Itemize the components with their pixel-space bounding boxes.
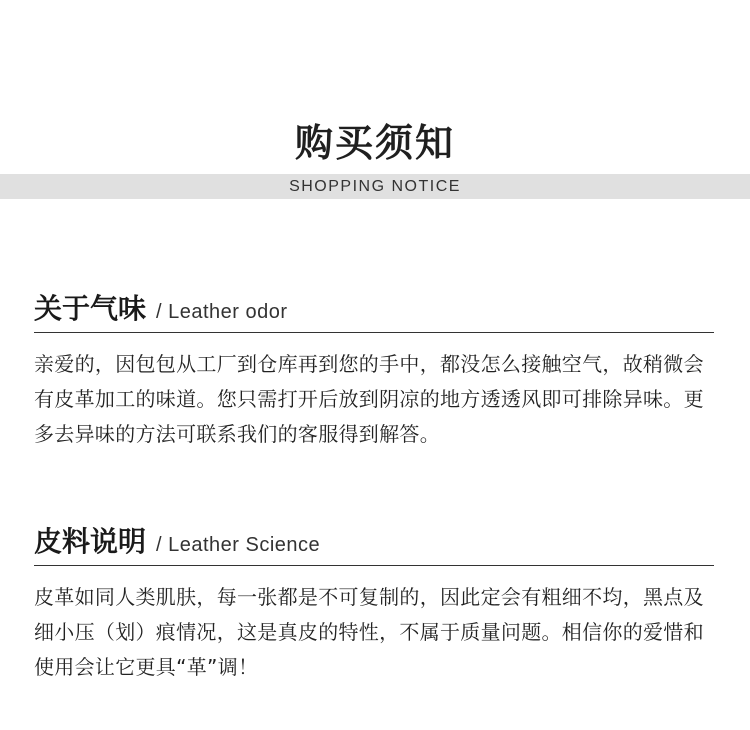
section-heading	[34, 521, 714, 566]
section-leather-science	[34, 521, 714, 685]
section-heading-cn: 皮料说明	[34, 525, 147, 558]
section-leather-odor	[34, 288, 714, 452]
section-heading-cn: 关于气味	[34, 292, 147, 325]
section-heading-en: / Leather odor	[156, 301, 288, 323]
page-subtitle: SHOPPING NOTICE	[289, 178, 461, 195]
section-heading-en: / Leather Science	[156, 534, 321, 556]
subtitle-band	[0, 174, 750, 199]
section-body-text: 亲爱的，因包包从工厂到仓库再到您的手中，都没怎么接触空气，故稍微会有皮革加工的味道。您只需打开后放到阴凉的地方透透风即可排除异味。更多去异味的方法可联系我们的客服得到解答。	[34, 352, 704, 446]
section-heading	[34, 288, 714, 333]
page-title: 购买须知	[294, 121, 455, 165]
section-body-text: 皮革如同人类肌肤，每一张都是不可复制的，因此定会有粗细不均，黑点及细小压（划）痕情况，这是真皮的特性，不属于质量问题。相信你的爱惜和使用会让它更具“革”调！	[34, 585, 704, 679]
